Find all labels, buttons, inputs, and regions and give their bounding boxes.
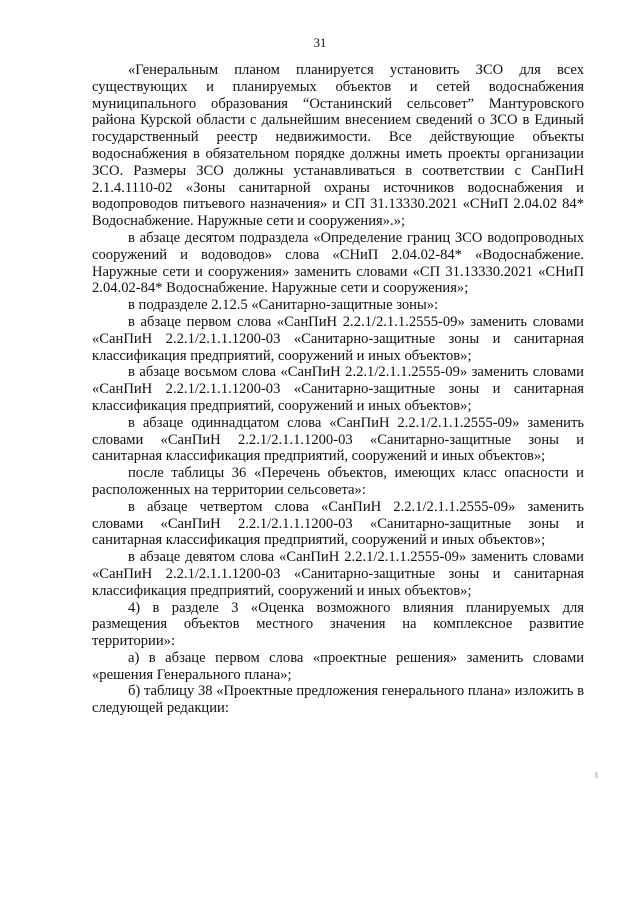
- paragraph-subsection-2-12-5: в подразделе 2.12.5 «Санитарно-защитные зоны»:: [128, 297, 439, 314]
- paragraph-item-a: а) в абзаце первом слова «проектные решения» заменить словами «решения Генерального плана»;: [92, 649, 584, 683]
- paragraph-zso-plan: «Генеральным планом планируется установить ЗСО для всех существующих и планируемых объектов и сетей водоснабжения муниципального образования “Останинский сельсовет” Мантуровского района Курской области с дальнейшим внесением сведений о ЗСО в Единый государственный реестр недвижимости. Все действующие объекты водоснабжения в обязательном порядке должны иметь проекты организации ЗСО. Размеры ЗСО должны устанавливаться в соответствии с СанПиН 2.1.4.1110-02 «Зоны санитарной охраны источников водоснабжения и водопроводов питьевого назначения» и СП 31.13330.2021 «СНиП 2.04.02 84* Водоснабжение. Наружные сети и сооружения».»;: [92, 62, 584, 230]
- paragraph-amendment-eleventh: в абзаце одиннадцатом слова «СанПиН 2.2.1/2.1.1.2555-09» заменить словами «СанПиН 2.2.1/2.1.1.1200-03 «Санитарно-защитные зоны и санитарная классификация предприятий, сооружений и иных объектов»;: [92, 414, 584, 465]
- paragraph-section-3: 4) в разделе 3 «Оценка возможного влияния планируемых для размещения объектов местного значения на комплексное развитие территории»:: [92, 599, 584, 650]
- paragraph-amendment-ninth: в абзаце девятом слова «СанПиН 2.2.1/2.1.1.2555-09» заменить словами «СанПиН 2.2.1/2.1.1.1200-03 «Санитарно-защитные зоны и санитарная классификация предприятий, сооружений и иных объектов»;: [92, 549, 584, 599]
- document-body: [92, 62, 584, 717]
- paragraph-amendment-zso-boundaries: в абзаце десятом подраздела «Определение границ ЗСО водопроводных сооружений и водоводов» слова «СНиП 2.04.02-84* «Водоснабжение. Наружные сети и сооружения» заменить словами «СП 31.13330.2021 «СНиП 2.04.02-84* Водоснабжение. Наружные сети и сооружения»;: [92, 229, 584, 297]
- paragraph-amendment-fourth: в абзаце четвертом слова «СанПиН 2.2.1/2.1.1.2555-09» заменить словами «СанПиН 2.2.1/2.1.1.1200-03 «Санитарно-защитные зоны и санитарная классификация предприятий, сооружений и иных объектов»;: [92, 498, 584, 549]
- paragraph-amendment-first: в абзаце первом слова «СанПиН 2.2.1/2.1.1.2555-09» заменить словами «СанПиН 2.2.1/2.1.1.1200-03 «Санитарно-защитные зоны и санитарная классификация предприятий, сооружений и иных объектов»;: [92, 313, 584, 364]
- scan-mark: [595, 772, 598, 778]
- paragraph-item-b: б) таблицу 38 «Проектные предложения генерального плана» изложить в следующей редакции:: [92, 683, 584, 717]
- paragraph-amendment-eighth: в абзаце восьмом слова «СанПиН 2.2.1/2.1.1.2555-09» заменить словами «СанПиН 2.2.1/2.1.1.1200-03 «Санитарно-защитные зоны и санитарная классификация предприятий, сооружений и иных объектов»;: [92, 364, 584, 414]
- paragraph-after-table-36: после таблицы 36 «Перечень объектов, имеющих класс опасности и расположенных на территории сельсовета»:: [92, 465, 584, 498]
- page-number: 31: [313, 36, 327, 50]
